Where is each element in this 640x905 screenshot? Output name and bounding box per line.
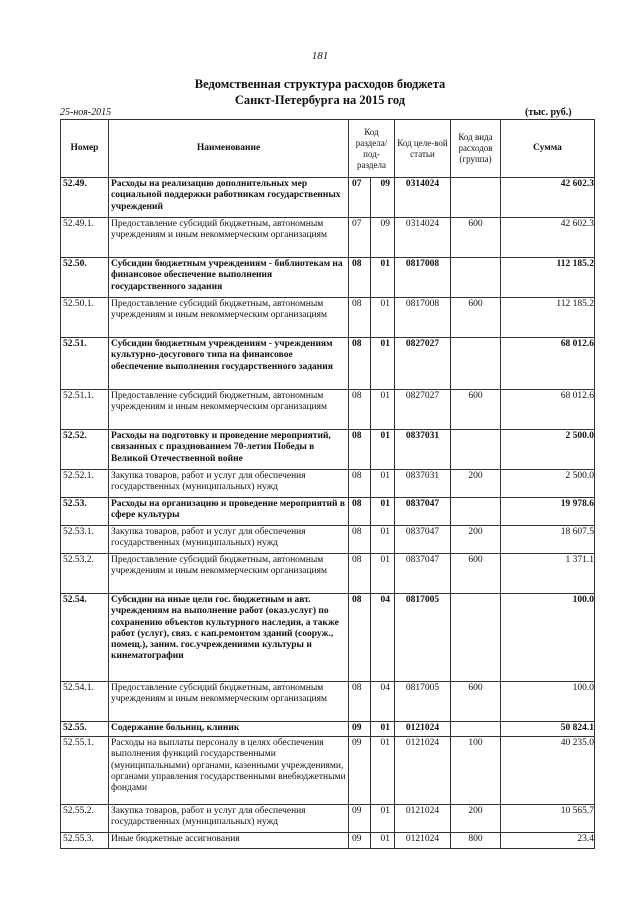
page-number: 181 xyxy=(311,50,329,62)
table-row xyxy=(61,470,595,498)
row-number: 52.52. xyxy=(61,430,109,470)
row-section-code: 08 xyxy=(349,258,371,298)
row-section-code: 09 xyxy=(349,737,371,805)
row-number: 52.54.1. xyxy=(61,682,109,722)
row-section-code: 08 xyxy=(349,430,371,470)
row-number: 52.52.1. xyxy=(61,470,109,498)
row-subsection-code: 09 xyxy=(371,218,395,258)
header-number: Номер xyxy=(61,120,109,178)
row-expense-kind xyxy=(451,722,501,737)
title-line-1: Ведомственная структура расходов бюджета xyxy=(194,77,446,91)
row-name: Закупка товаров, работ и услуг для обеспечения государственных (муниципальных) нужд xyxy=(109,805,349,833)
row-subsection-code: 01 xyxy=(371,430,395,470)
row-name: Закупка товаров, работ и услуг для обеспечения государственных (муниципальных) нужд xyxy=(109,526,349,554)
row-subsection-code: 01 xyxy=(371,805,395,833)
row-name: Расходы на организацию и проведение мероприятий в сфере культуры xyxy=(109,498,349,526)
row-expense-kind: 200 xyxy=(451,470,501,498)
row-number: 52.50. xyxy=(61,258,109,298)
row-expense-kind xyxy=(451,430,501,470)
row-number: 52.53.2. xyxy=(61,554,109,594)
header-section: Код раздела/ под-раздела xyxy=(349,120,395,178)
row-name: Предоставление субсидий бюджетным, автономным учреждениям и иным некоммерческим организациям xyxy=(109,554,349,594)
row-name: Иные бюджетные ассигнования xyxy=(109,833,349,849)
row-target-code: 0817008 xyxy=(395,258,451,298)
header-sum: Сумма xyxy=(501,120,595,178)
table-body xyxy=(61,178,595,849)
row-target-code: 0817008 xyxy=(395,298,451,338)
row-section-code: 07 xyxy=(349,218,371,258)
row-expense-kind: 600 xyxy=(451,682,501,722)
row-sum: 100.0 xyxy=(501,594,595,682)
row-number: 52.53. xyxy=(61,498,109,526)
row-sum: 68 012.6 xyxy=(501,390,595,430)
row-target-code: 0817005 xyxy=(395,682,451,722)
row-name: Предоставление субсидий бюджетным, автономным учреждениям и иным некоммерческим организациям xyxy=(109,298,349,338)
row-subsection-code: 01 xyxy=(371,722,395,737)
row-sum: 112 185.2 xyxy=(501,298,595,338)
row-section-code: 08 xyxy=(349,470,371,498)
table-row xyxy=(61,498,595,526)
row-subsection-code: 01 xyxy=(371,470,395,498)
row-expense-kind: 600 xyxy=(451,218,501,258)
row-section-code: 09 xyxy=(349,722,371,737)
row-name: Субсидии на иные цели гос. бюджетным и авт. учреждениям на выполнение работ (оказ.услуг) по сохранению объектов культурного наследия, а также работ (услуг), связ. с кап.ремонтом зданий (сооруж., помещ.), заним. гос.учреждениями культуры и кинематографии xyxy=(109,594,349,682)
row-number: 52.55.1. xyxy=(61,737,109,805)
row-subsection-code: 01 xyxy=(371,498,395,526)
row-sum: 100.0 xyxy=(501,682,595,722)
row-expense-kind: 600 xyxy=(451,554,501,594)
row-subsection-code: 01 xyxy=(371,258,395,298)
table-row xyxy=(61,554,595,594)
row-section-code: 09 xyxy=(349,833,371,849)
row-sum: 68 012.6 xyxy=(501,338,595,390)
row-target-code: 0121024 xyxy=(395,722,451,737)
row-number: 52.51.1. xyxy=(61,390,109,430)
table-row xyxy=(61,298,595,338)
row-target-code: 0837031 xyxy=(395,430,451,470)
table-row xyxy=(61,682,595,722)
row-target-code: 0837047 xyxy=(395,498,451,526)
row-number: 52.50.1. xyxy=(61,298,109,338)
document-date: 25-ноя-2015 xyxy=(60,107,112,118)
row-section-code: 08 xyxy=(349,526,371,554)
row-expense-kind xyxy=(451,498,501,526)
row-sum: 23.4 xyxy=(501,833,595,849)
row-name: Предоставление субсидий бюджетным, автономным учреждениям и иным некоммерческим организациям xyxy=(109,682,349,722)
table-row xyxy=(61,390,595,430)
row-sum: 40 235.0 xyxy=(501,737,595,805)
table-row xyxy=(61,737,595,805)
row-target-code: 0121024 xyxy=(395,833,451,849)
budget-table xyxy=(60,119,595,849)
table-row xyxy=(61,722,595,737)
row-name: Закупка товаров, работ и услуг для обеспечения государственных (муниципальных) нужд xyxy=(109,470,349,498)
row-number: 52.49. xyxy=(61,178,109,218)
table-row xyxy=(61,833,595,849)
table-row xyxy=(61,526,595,554)
row-subsection-code: 01 xyxy=(371,737,395,805)
table-row xyxy=(61,594,595,682)
row-expense-kind: 200 xyxy=(451,805,501,833)
row-sum: 42 602.3 xyxy=(501,178,595,218)
row-target-code: 0817005 xyxy=(395,594,451,682)
header-target: Код целе-вой статьи xyxy=(395,120,451,178)
row-sum: 112 185.2 xyxy=(501,258,595,298)
row-expense-kind: 100 xyxy=(451,737,501,805)
row-section-code: 08 xyxy=(349,338,371,390)
row-sum: 18 607.5 xyxy=(501,526,595,554)
row-section-code: 08 xyxy=(349,498,371,526)
page-title xyxy=(0,76,640,108)
row-section-code: 08 xyxy=(349,594,371,682)
row-target-code: 0827027 xyxy=(395,338,451,390)
row-expense-kind xyxy=(451,338,501,390)
row-sum: 1 371.1 xyxy=(501,554,595,594)
row-subsection-code: 01 xyxy=(371,298,395,338)
row-target-code: 0121024 xyxy=(395,737,451,805)
row-target-code: 0314024 xyxy=(395,218,451,258)
row-section-code: 08 xyxy=(349,554,371,594)
row-section-code: 09 xyxy=(349,805,371,833)
row-sum: 19 978.6 xyxy=(501,498,595,526)
row-name: Расходы на подготовку и проведение мероприятий, связанных с празднованием 70-летия Победы в Великой Отечественной войне xyxy=(109,430,349,470)
row-target-code: 0837047 xyxy=(395,526,451,554)
row-subsection-code: 01 xyxy=(371,338,395,390)
row-expense-kind: 800 xyxy=(451,833,501,849)
row-subsection-code: 04 xyxy=(371,682,395,722)
row-name: Расходы на реализацию дополнительных мер социальной поддержки работникам государственных учреждений xyxy=(109,178,349,218)
row-subsection-code: 01 xyxy=(371,833,395,849)
row-name: Расходы на выплаты персоналу в целях обеспечения выполнения функций государственными (муниципальными) органами, казенными учреждениями, органами управления государственными внебюджетными фондами xyxy=(109,737,349,805)
row-subsection-code: 09 xyxy=(371,178,395,218)
row-target-code: 0121024 xyxy=(395,805,451,833)
row-expense-kind: 600 xyxy=(451,390,501,430)
row-section-code: 08 xyxy=(349,682,371,722)
row-target-code: 0837031 xyxy=(395,470,451,498)
row-section-code: 07 xyxy=(349,178,371,218)
row-number: 52.55. xyxy=(61,722,109,737)
row-section-code: 08 xyxy=(349,298,371,338)
row-expense-kind: 600 xyxy=(451,298,501,338)
row-number: 52.51. xyxy=(61,338,109,390)
row-expense-kind xyxy=(451,594,501,682)
row-number: 52.49.1. xyxy=(61,218,109,258)
row-sum: 10 565.7 xyxy=(501,805,595,833)
table-row xyxy=(61,258,595,298)
table-row xyxy=(61,805,595,833)
unit-label: (тыс. руб.) xyxy=(525,107,572,118)
row-target-code: 0827027 xyxy=(395,390,451,430)
row-sum: 2 500.0 xyxy=(501,470,595,498)
row-name: Предоставление субсидий бюджетным, автономным учреждениям и иным некоммерческим организациям xyxy=(109,218,349,258)
row-name: Субсидии бюджетным учреждениям - учреждениям культурно-досугового типа на финансовое обеспечение выполнения государственного задания xyxy=(109,338,349,390)
row-expense-kind xyxy=(451,258,501,298)
row-expense-kind: 200 xyxy=(451,526,501,554)
row-subsection-code: 01 xyxy=(371,554,395,594)
title-line-2: Санкт-Петербурга на 2015 год xyxy=(234,93,406,107)
row-name: Субсидии бюджетным учреждениям - библиотекам на финансовое обеспечение выполнения государственного задания xyxy=(109,258,349,298)
row-number: 52.54. xyxy=(61,594,109,682)
row-subsection-code: 01 xyxy=(371,390,395,430)
row-target-code: 0314024 xyxy=(395,178,451,218)
row-sum: 50 824.1 xyxy=(501,722,595,737)
row-subsection-code: 04 xyxy=(371,594,395,682)
row-number: 52.55.3. xyxy=(61,833,109,849)
row-sum: 42 602.3 xyxy=(501,218,595,258)
row-sum: 2 500.0 xyxy=(501,430,595,470)
header-name: Наименование xyxy=(109,120,349,178)
table-row xyxy=(61,338,595,390)
table-row xyxy=(61,430,595,470)
header-kind: Код вида расходов (группа) xyxy=(451,120,501,178)
row-section-code: 08 xyxy=(349,390,371,430)
table-row xyxy=(61,218,595,258)
row-number: 52.53.1. xyxy=(61,526,109,554)
row-name: Предоставление субсидий бюджетным, автономным учреждениям и иным некоммерческим организациям xyxy=(109,390,349,430)
row-name: Содержание больниц, клиник xyxy=(109,722,349,737)
row-expense-kind xyxy=(451,178,501,218)
row-number: 52.55.2. xyxy=(61,805,109,833)
row-subsection-code: 01 xyxy=(371,526,395,554)
row-target-code: 0837047 xyxy=(395,554,451,594)
table-row xyxy=(61,178,595,218)
